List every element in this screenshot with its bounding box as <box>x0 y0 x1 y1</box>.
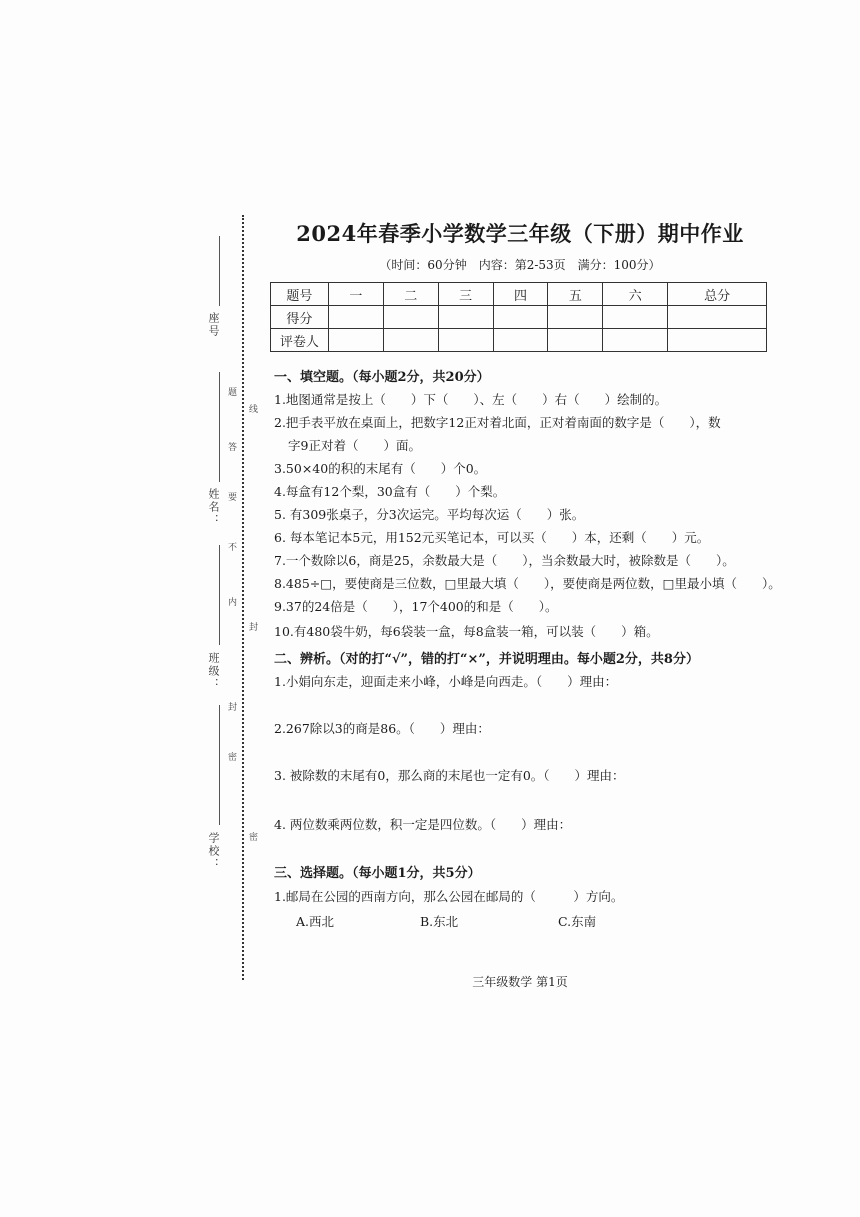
question-item: 7.一个数除以6，商是25，余数最大是（ ），当余数最大时，被除数是（ ）。 <box>274 553 735 568</box>
table-header-cell: 四 <box>493 283 548 306</box>
question-item: 2.267除以3的商是86。（ ）理由： <box>274 721 490 736</box>
seal-word: 题 <box>228 388 238 398</box>
class-field-line <box>219 545 220 645</box>
score-cell <box>383 306 438 329</box>
table-header-cell: 六 <box>603 283 668 306</box>
seat-label: 座号 <box>207 312 220 338</box>
score-cell <box>548 329 603 352</box>
seal-word: 答 <box>228 443 238 453</box>
question-item: 8.485÷□，要使商是三位数，□里最大填（ ），要使商是两位数，□里最小填（ ）。 <box>274 576 781 591</box>
score-cell <box>328 306 383 329</box>
seal-word: 要 <box>228 493 238 503</box>
question-item: 4. 两位数乘两位数，积一定是四位数。（ ）理由： <box>274 817 572 832</box>
exam-subtitle: （时间：60分钟 内容：第2-53页 满分：100分） <box>379 258 661 272</box>
table-row <box>271 329 767 352</box>
line-word: 封 <box>249 623 259 633</box>
question-item: 1.地图通常是按上（ ）下（ ）、左（ ）右（ ）绘制的。 <box>274 392 668 407</box>
score-cell <box>383 329 438 352</box>
question-item: 2.把手表平放在桌面上，把数字12正对着北面，正对着南面的数字是（ ），数 <box>274 415 721 430</box>
section-heading: 三、选择题。（每小题1分，共5分） <box>274 866 481 881</box>
score-cell <box>668 329 767 352</box>
score-cell <box>493 329 548 352</box>
question-item: 字9正对着（ ）面。 <box>288 438 421 453</box>
table-header-cell: 总分 <box>668 283 767 306</box>
score-cell <box>603 329 668 352</box>
score-table-header-row <box>271 283 767 306</box>
table-row-label: 得分 <box>271 306 329 329</box>
score-cell <box>603 306 668 329</box>
score-cell <box>548 306 603 329</box>
question-item: 4.每盒有12个梨，30盒有（ ）个梨。 <box>274 484 506 499</box>
score-cell <box>438 329 493 352</box>
seal-word: 内 <box>228 598 238 608</box>
table-header-cell: 一 <box>328 283 383 306</box>
table-header-cell: 题号 <box>271 283 329 306</box>
binding-dotted-line <box>242 215 244 980</box>
section-heading: 二、辨析。（对的打“√”，错的打“×”，并说明理由。每小题2分，共8分） <box>274 652 699 667</box>
line-word: 密 <box>249 833 259 843</box>
score-cell <box>438 306 493 329</box>
question-item: 3. 被除数的末尾有0，那么商的末尾也一定有0。（ ）理由： <box>274 768 625 783</box>
section-heading: 一、填空题。（每小题2分，共20分） <box>274 370 490 385</box>
question-item: 6. 每本笔记本5元，用152元买笔记本，可以买（ ）本，还剩（ ）元。 <box>274 530 710 545</box>
line-word: 线 <box>249 405 259 415</box>
name-field-line <box>219 372 220 482</box>
seal-word: 密 <box>228 753 238 763</box>
exam-title: 2024年春季小学数学三年级（下册）期中作业 <box>296 221 744 246</box>
table-row-label: 评卷人 <box>271 329 329 352</box>
table-row <box>271 306 767 329</box>
score-cell <box>668 306 767 329</box>
table-header-cell: 五 <box>548 283 603 306</box>
seat-field-line <box>219 236 220 306</box>
page-footer: 三年级数学 第1页 <box>472 975 568 989</box>
table-header-cell: 三 <box>438 283 493 306</box>
question-item: 5. 有309张桌子，分3次运完。平均每次运（ ）张。 <box>274 507 585 522</box>
seal-word: 不 <box>228 543 238 553</box>
question-item: 1.邮局在公园的西南方向，那么公园在邮局的（ ）方向。 <box>274 889 624 904</box>
choice-option-b: B.东北 <box>420 914 459 929</box>
seal-word: 封 <box>228 703 238 713</box>
class-label: 班级： <box>207 652 220 691</box>
school-label: 学校： <box>207 832 220 871</box>
name-label: 姓名： <box>207 488 220 527</box>
question-item: 10.有480袋牛奶，每6袋装一盒，每8盒装一箱，可以装（ ）箱。 <box>274 624 659 639</box>
choice-option-c: C.东南 <box>558 914 597 929</box>
question-item: 9.37的24倍是（ ），17个400的和是（ ）。 <box>274 599 558 614</box>
question-item: 1.小娟向东走，迎面走来小峰，小峰是向西走。（ ）理由： <box>274 674 618 689</box>
choice-option-a: A.西北 <box>296 914 335 929</box>
score-cell <box>328 329 383 352</box>
score-table <box>270 282 767 352</box>
table-header-cell: 二 <box>383 283 438 306</box>
question-item: 3.50×40的积的末尾有（ ）个0。 <box>274 461 487 476</box>
score-cell <box>493 306 548 329</box>
school-field-line <box>219 705 220 825</box>
